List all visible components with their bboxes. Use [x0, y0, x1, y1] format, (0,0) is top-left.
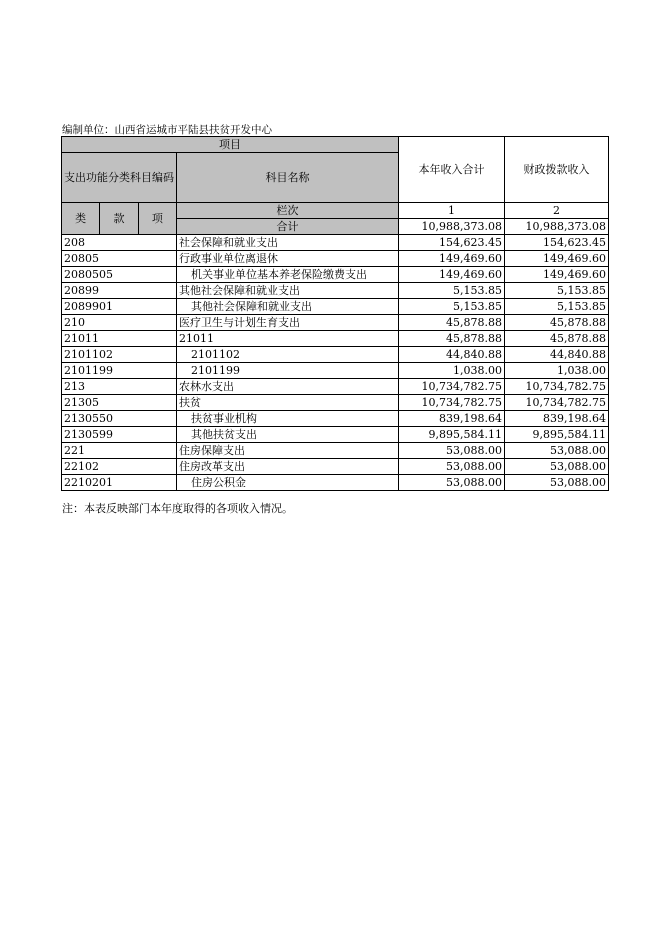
income-table — [61, 136, 609, 491]
column-number-2: 2 — [505, 203, 609, 219]
row-fiscal-income: 839,198.64 — [505, 411, 609, 427]
row-total-income: 53,088.00 — [399, 459, 505, 475]
row-code: 208 — [62, 235, 177, 251]
row-total-income: 1,038.00 — [399, 363, 505, 379]
header-lei: 类 — [62, 203, 100, 235]
row-total-income: 149,469.60 — [399, 251, 505, 267]
row-total-income: 10,734,782.75 — [399, 395, 505, 411]
row-subject-name: 扶贫 — [177, 395, 399, 411]
row-total-income: 149,469.60 — [399, 267, 505, 283]
row-total-income: 10,734,782.75 — [399, 379, 505, 395]
row-fiscal-income: 44,840.88 — [505, 347, 609, 363]
row-fiscal-income: 53,088.00 — [505, 475, 609, 491]
row-total-income: 53,088.00 — [399, 443, 505, 459]
row-fiscal-income: 5,153.85 — [505, 283, 609, 299]
row-fiscal-income: 45,878.88 — [505, 331, 609, 347]
row-total-income: 44,840.88 — [399, 347, 505, 363]
table-row — [62, 315, 609, 331]
row-code: 210 — [62, 315, 177, 331]
row-subject-name: 2101199 — [177, 363, 399, 379]
header-column-no: 栏次 — [177, 203, 399, 219]
row-fiscal-income: 45,878.88 — [505, 315, 609, 331]
compiling-unit-label: 编制单位：山西省运城市平陆县扶贫开发中心 — [62, 124, 272, 136]
row-code: 21305 — [62, 395, 177, 411]
row-subject-name: 行政事业单位离退休 — [177, 251, 399, 267]
row-subject-name: 21011 — [177, 331, 399, 347]
table-header — [62, 137, 609, 235]
row-code: 20805 — [62, 251, 177, 267]
row-fiscal-income: 10,734,782.75 — [505, 379, 609, 395]
header-subject-name: 科目名称 — [177, 153, 399, 203]
row-subject-name: 其他扶贫支出 — [177, 427, 399, 443]
table-row — [62, 251, 609, 267]
row-code: 20899 — [62, 283, 177, 299]
row-total-income: 45,878.88 — [399, 331, 505, 347]
row-fiscal-income: 149,469.60 — [505, 267, 609, 283]
row-subject-name: 2101102 — [177, 347, 399, 363]
table-row — [62, 411, 609, 427]
row-code: 2130599 — [62, 427, 177, 443]
row-fiscal-income: 53,088.00 — [505, 443, 609, 459]
row-subject-name: 其他社会保障和就业支出 — [177, 299, 399, 315]
table-row — [62, 363, 609, 379]
row-subject-name: 社会保障和就业支出 — [177, 235, 399, 251]
row-fiscal-income: 1,038.00 — [505, 363, 609, 379]
column-number-1: 1 — [399, 203, 505, 219]
row-subject-name: 住房保障支出 — [177, 443, 399, 459]
header-code-group: 支出功能分类科目编码 — [62, 153, 177, 203]
table-row — [62, 347, 609, 363]
row-code: 2089901 — [62, 299, 177, 315]
header-item: 项目 — [62, 137, 399, 153]
row-code: 2101102 — [62, 347, 177, 363]
row-subject-name: 住房公积金 — [177, 475, 399, 491]
table-row — [62, 299, 609, 315]
row-total-income: 154,623.45 — [399, 235, 505, 251]
row-total-income: 45,878.88 — [399, 315, 505, 331]
sum-total: 10,988,373.08 — [399, 219, 505, 235]
table-row — [62, 443, 609, 459]
table-row — [62, 235, 609, 251]
row-total-income: 9,895,584.11 — [399, 427, 505, 443]
row-fiscal-income: 154,623.45 — [505, 235, 609, 251]
table-row — [62, 283, 609, 299]
header-xiang: 项 — [138, 203, 176, 235]
row-code: 221 — [62, 443, 177, 459]
table-row — [62, 331, 609, 347]
table-row — [62, 395, 609, 411]
row-fiscal-income: 53,088.00 — [505, 459, 609, 475]
table-row — [62, 475, 609, 491]
row-total-income: 53,088.00 — [399, 475, 505, 491]
row-code: 2101199 — [62, 363, 177, 379]
table-row — [62, 379, 609, 395]
row-total-income: 5,153.85 — [399, 283, 505, 299]
row-subject-name: 医疗卫生与计划生育支出 — [177, 315, 399, 331]
row-subject-name: 住房改革支出 — [177, 459, 399, 475]
row-subject-name: 机关事业单位基本养老保险缴费支出 — [177, 267, 399, 283]
row-code: 21011 — [62, 331, 177, 347]
row-subject-name: 扶贫事业机构 — [177, 411, 399, 427]
table-row — [62, 459, 609, 475]
row-total-income: 839,198.64 — [399, 411, 505, 427]
row-subject-name: 农林水支出 — [177, 379, 399, 395]
row-code: 22102 — [62, 459, 177, 475]
row-code: 2210201 — [62, 475, 177, 491]
sum-fiscal: 10,988,373.08 — [505, 219, 609, 235]
row-fiscal-income: 149,469.60 — [505, 251, 609, 267]
row-total-income: 5,153.85 — [399, 299, 505, 315]
row-fiscal-income: 5,153.85 — [505, 299, 609, 315]
header-total-income: 本年收入合计 — [399, 137, 505, 203]
row-code: 2130550 — [62, 411, 177, 427]
table-row — [62, 427, 609, 443]
table-row — [62, 267, 609, 283]
header-kuan: 款 — [100, 203, 138, 235]
sum-label: 合计 — [177, 219, 399, 235]
row-fiscal-income: 9,895,584.11 — [505, 427, 609, 443]
row-fiscal-income: 10,734,782.75 — [505, 395, 609, 411]
header-fiscal-income: 财政拨款收入 — [505, 137, 609, 203]
table-body — [62, 235, 609, 491]
row-code: 213 — [62, 379, 177, 395]
table-note: 注：本表反映部门本年度取得的各项收入情况。 — [62, 502, 293, 515]
row-subject-name: 其他社会保障和就业支出 — [177, 283, 399, 299]
row-code: 2080505 — [62, 267, 177, 283]
